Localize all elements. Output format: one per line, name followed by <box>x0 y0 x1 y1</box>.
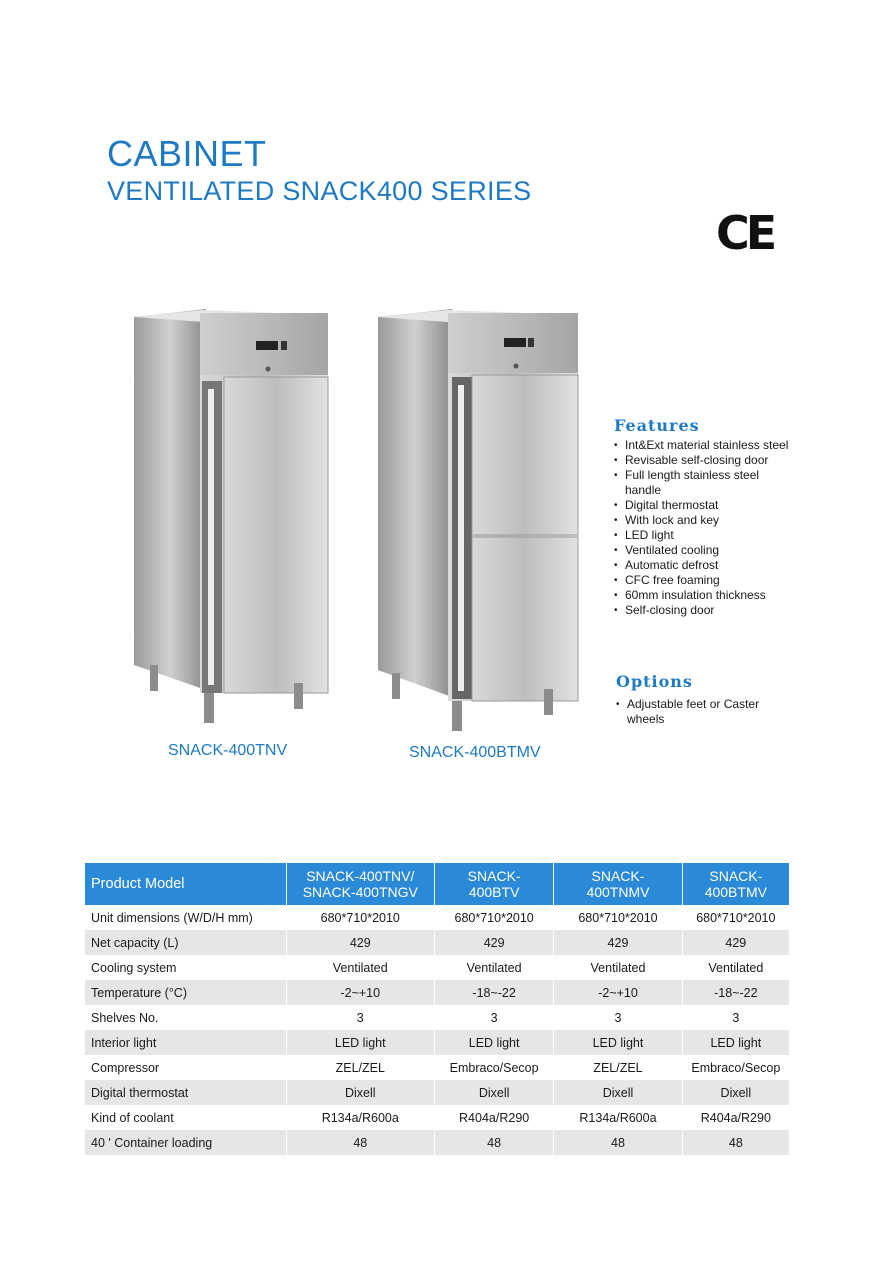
feature-item: • Revisable self-closing door <box>614 453 794 468</box>
spec-cell: 3 <box>614 1010 622 1025</box>
feature-item: • With lock and key <box>614 513 794 528</box>
spec-row-label: Unit dimensions (W/D/H mm) <box>91 910 253 925</box>
ce-mark-logo: CE <box>716 206 774 260</box>
cabinet-single-door-image <box>128 305 338 725</box>
spec-cell: 680*710*2010 <box>454 910 534 925</box>
table-row <box>85 980 789 1005</box>
spec-cell: ZEL/ZEL <box>593 1060 643 1075</box>
spec-cell: 429 <box>435 930 553 955</box>
table-row <box>85 1080 789 1105</box>
spec-cell: Embraco/Secop <box>449 1060 539 1075</box>
spec-cell: -18~-22 <box>435 980 553 1005</box>
table-row <box>85 930 789 955</box>
spec-row-label: Compressor <box>91 1060 160 1075</box>
cabinet-two-door-image <box>372 305 584 735</box>
spec-cell: -18~-22 <box>683 980 789 1005</box>
spec-header-model: SNACK-400TNV/ SNACK-400TNGV <box>287 863 434 905</box>
spec-cell: 3 <box>490 1010 498 1025</box>
spec-cell: LED light <box>554 1030 681 1055</box>
table-row <box>85 1130 789 1155</box>
spec-cell: -2~+10 <box>554 980 681 1005</box>
spec-header-model: SNACK- 400BTMV <box>683 863 789 905</box>
spec-cell: 680*710*2010 <box>578 910 658 925</box>
spec-row-label: 40 ' Container loading <box>85 1130 286 1155</box>
spec-cell: Dixell <box>554 1080 681 1105</box>
spec-cell: R404a/R290 <box>459 1110 530 1125</box>
feature-item: • LED light <box>614 528 794 543</box>
spec-cell: 680*710*2010 <box>696 910 776 925</box>
spec-row-label: Shelves No. <box>91 1010 159 1025</box>
spec-cell: ZEL/ZEL <box>335 1060 385 1075</box>
spec-cell: 429 <box>554 930 681 955</box>
feature-item: • Ventilated cooling <box>614 543 794 558</box>
spec-cell: 680*710*2010 <box>320 910 400 925</box>
spec-header-label: Product Model <box>85 863 286 905</box>
spec-cell: Ventilated <box>708 960 764 975</box>
options-list <box>616 697 786 727</box>
product-caption-double: SNACK-400BTMV <box>409 744 541 761</box>
spec-header-model: SNACK- 400BTV <box>435 863 553 905</box>
spec-cell: R404a/R290 <box>700 1110 771 1125</box>
spec-cell: 3 <box>732 1010 740 1025</box>
options-heading: Options <box>616 672 693 691</box>
spec-cell: 429 <box>287 930 434 955</box>
spec-header-model: SNACK- 400TNMV <box>554 863 681 905</box>
table-row <box>85 955 789 980</box>
spec-cell: LED light <box>435 1030 553 1055</box>
table-row <box>85 1055 789 1080</box>
spec-cell: Ventilated <box>466 960 522 975</box>
spec-cell: LED light <box>287 1030 434 1055</box>
spec-cell: Dixell <box>435 1080 553 1105</box>
feature-item: • Self-closing door <box>614 603 794 618</box>
spec-table-header-row <box>85 863 789 905</box>
feature-item: • Full length stainless steel handle <box>614 468 794 498</box>
spec-cell: R134a/R600a <box>579 1110 657 1125</box>
spec-row-label: Cooling system <box>91 960 177 975</box>
spec-cell: 3 <box>356 1010 364 1025</box>
spec-table <box>84 863 790 1155</box>
feature-item: • Int&Ext material stainless steel <box>614 438 794 453</box>
spec-cell: 48 <box>435 1130 553 1155</box>
table-row <box>85 905 789 930</box>
features-list <box>614 438 794 618</box>
spec-cell: R134a/R600a <box>321 1110 399 1125</box>
spec-cell: 48 <box>287 1130 434 1155</box>
spec-cell: Dixell <box>287 1080 434 1105</box>
spec-row-label: Kind of coolant <box>91 1110 174 1125</box>
spec-cell: LED light <box>683 1030 789 1055</box>
spec-cell: Ventilated <box>590 960 646 975</box>
feature-item: • Automatic defrost <box>614 558 794 573</box>
spec-row-label: Net capacity (L) <box>85 930 286 955</box>
features-heading: Features <box>614 416 700 435</box>
feature-item: • CFC free foaming <box>614 573 794 588</box>
spec-cell: -2~+10 <box>287 980 434 1005</box>
product-caption-single: SNACK-400TNV <box>168 742 288 759</box>
page-title: CABINET <box>107 133 267 174</box>
table-row <box>85 1005 789 1030</box>
option-item: • Adjustable feet or Caster wheels <box>616 697 786 727</box>
page-subtitle: VENTILATED SNACK400 SERIES <box>107 176 532 206</box>
feature-item: • 60mm insulation thickness <box>614 588 794 603</box>
table-row <box>85 1030 789 1055</box>
spec-row-label: Temperature (°C) <box>85 980 286 1005</box>
spec-cell: Embraco/Secop <box>691 1060 781 1075</box>
spec-cell: Dixell <box>683 1080 789 1105</box>
feature-item: • Digital thermostat <box>614 498 794 513</box>
spec-cell: 48 <box>554 1130 681 1155</box>
spec-cell: 48 <box>683 1130 789 1155</box>
spec-cell: 429 <box>683 930 789 955</box>
spec-row-label: Interior light <box>85 1030 286 1055</box>
spec-row-label: Digital thermostat <box>85 1080 286 1105</box>
spec-cell: Ventilated <box>332 960 388 975</box>
table-row <box>85 1105 789 1130</box>
